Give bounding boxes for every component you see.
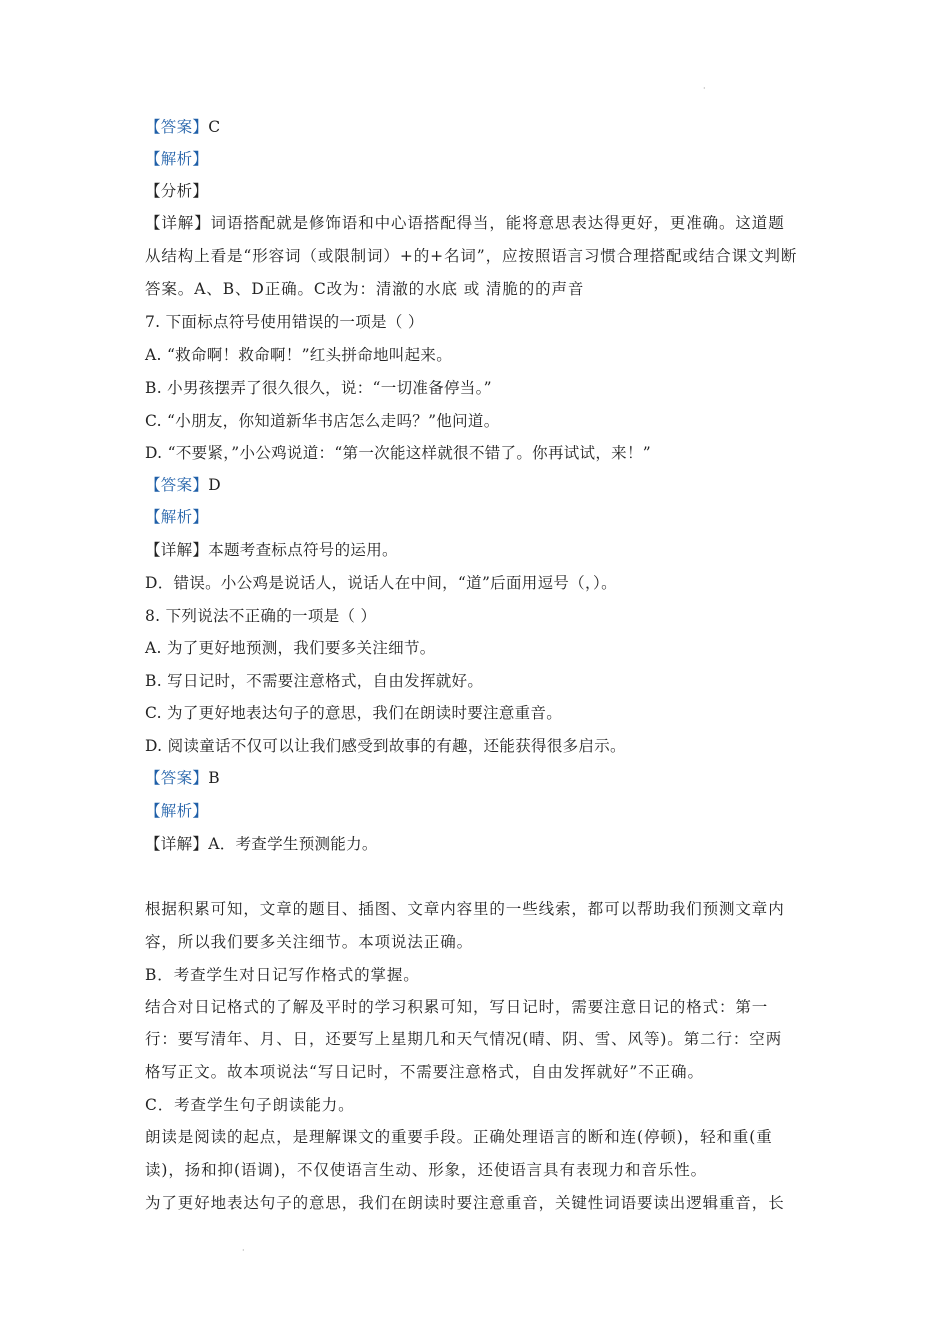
- q7-stem: 7. 下面标点符号使用错误的一项是（ ）: [145, 313, 424, 331]
- q8-option-a: A. 为了更好地预测，我们要多关注细节。: [145, 639, 436, 657]
- q8-detail-line: 【详解】A．考查学生预测能力。: [145, 835, 378, 853]
- q8-answer-value: B: [208, 769, 220, 787]
- q8-answer-label: 【答案】: [145, 769, 209, 787]
- q8-stem: 8. 下列说法不正确的一项是（ ）: [145, 607, 377, 625]
- q7-answer-value: D: [208, 476, 221, 494]
- q8-detail-line: 读)，扬和抑(语调)，不仅使语言生动、形象，还使语言具有表现力和音乐性。: [145, 1161, 708, 1179]
- q8-option-b: B. 写日记时，不需要注意格式，自由发挥就好。: [145, 672, 484, 690]
- q6-detail-line: 【详解】词语搭配就是修饰语和中心语搭配得当，能将意思表达得更好，更准确。这道题: [145, 214, 785, 232]
- q6-answer-label: 【答案】: [145, 118, 209, 136]
- footer-mark: ·: [242, 1246, 245, 1255]
- q8-detail-line: B．考查学生对日记写作格式的掌握。: [145, 966, 420, 984]
- q6-detail-line: 答案。A、B、D正确。C改为：清澈的水底 或 清脆的的声音: [145, 280, 585, 298]
- q7-detail-line: D．错误。小公鸡是说话人，说话人在中间，“道”后面用逗号（，）。: [145, 574, 617, 592]
- q8-option-c: C. 为了更好地表达句子的意思，我们在朗读时要注意重音。: [145, 704, 563, 722]
- q7-option-c: C. “小朋友，你知道新华书店怎么走吗？”他问道。: [145, 412, 500, 430]
- q8-detail-line: 朗读是阅读的起点，是理解课文的重要手段。正确处理语言的断和连(停顿)，轻和重(重: [145, 1128, 773, 1146]
- q8-answer-line: [145, 768, 220, 788]
- q7-detail-line: 【详解】本题考查标点符号的运用。: [145, 541, 398, 559]
- q6-answer-value: C: [208, 118, 221, 136]
- q7-option-d: D. “不要紧，”小公鸡说道：“第一次能这样就很不错了。你再试试，来！”: [145, 444, 651, 462]
- q8-detail-line: 根据积累可知，文章的题目、插图、文章内容里的一些线索，都可以帮助我们预测文章内: [145, 900, 785, 918]
- q8-detail-line: 格写正文。故本项说法“写日记时，不需要注意格式，自由发挥就好”不正确。: [145, 1063, 704, 1081]
- q7-answer-line: [145, 475, 221, 495]
- q8-detail-line: C．考查学生句子朗读能力。: [145, 1096, 355, 1114]
- q8-option-d: D. 阅读童话不仅可以让我们感受到故事的有趣，还能获得很多启示。: [145, 737, 626, 755]
- q7-option-a: A. “救命啊！救命啊！”红头拼命地叫起来。: [145, 346, 452, 364]
- q6-fenxi-label: 【分析】: [145, 182, 209, 200]
- q8-detail-line: 行：要写清年、月、日，还要写上星期几和天气情况(晴、阴、雪、风等)。第二行：空两: [145, 1030, 783, 1048]
- header-mark: ·: [703, 84, 706, 93]
- q6-detail-line: 从结构上看是“形容词（或限制词）+的+名词”，应按照语言习惯合理搭配或结合课文判断: [145, 247, 798, 265]
- q7-analysis-label: 【解析】: [145, 508, 209, 526]
- q7-option-b: B. 小男孩摆弄了很久很久，说：“一切准备停当。”: [145, 379, 492, 397]
- q8-detail-line: 结合对日记格式的了解及平时的学习积累可知，写日记时，需要注意日记的格式：第一: [145, 998, 769, 1016]
- q6-analysis-label: 【解析】: [145, 150, 209, 168]
- q8-detail-line: 容，所以我们要多关注细节。本项说法正确。: [145, 933, 474, 951]
- q8-analysis-label: 【解析】: [145, 802, 209, 820]
- q6-answer-line: [145, 117, 220, 137]
- q8-detail-line: 为了更好地表达句子的意思，我们在朗读时要注意重音，关键性词语要读出逻辑重音，长: [145, 1194, 785, 1212]
- q7-answer-label: 【答案】: [145, 476, 209, 494]
